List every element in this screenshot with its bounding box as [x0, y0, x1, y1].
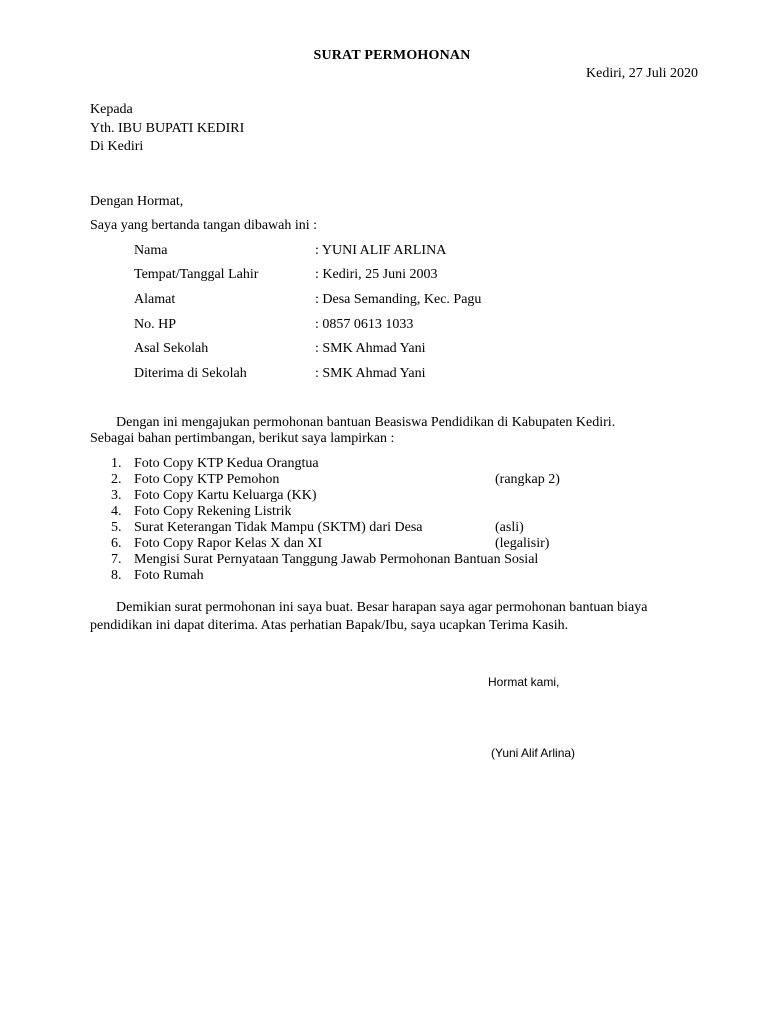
recipient-line-3: Di Kediri: [90, 139, 144, 154]
body-line-1: Dengan ini mengajukan permohonan bantuan Beasiswa Pendidikan di Kabupaten Kediri.: [116, 415, 616, 430]
identity-label-address: Alamat: [134, 292, 176, 307]
closing-line-1: Demikian surat permohonan ini saya buat. Besar harapan saya agar permohonan bantuan biaya: [116, 600, 648, 615]
list-item-number: 8.: [111, 568, 122, 583]
salutation: Dengan Hormat,: [90, 194, 184, 209]
identity-value-school: : SMK Ahmad Yani: [315, 341, 426, 356]
identity-value-birth: : Kediri, 25 Juni 2003: [315, 267, 438, 282]
identity-label-name: Nama: [134, 243, 168, 258]
list-item-text: Foto Copy KTP Pemohon: [134, 472, 280, 487]
list-item-text: Foto Copy KTP Kedua Orangtua: [134, 456, 319, 471]
identity-value-phone: : 0857 0613 1033: [315, 317, 414, 332]
list-item-note: (asli): [495, 520, 524, 535]
list-item-number: 1.: [111, 456, 122, 471]
identity-value-address: : Desa Semanding, Kec. Pagu: [315, 292, 482, 307]
recipient-line-2: Yth. IBU BUPATI KEDIRI: [90, 121, 245, 136]
list-item-number: 4.: [111, 504, 122, 519]
body-line-2: Sebagai bahan pertimbangan, berikut saya lampirkan :: [90, 431, 395, 446]
recipient-line-1: Kepada: [90, 102, 133, 117]
list-item-number: 7.: [111, 552, 122, 567]
list-item-note: (rangkap 2): [495, 472, 560, 487]
letter-title: SURAT PERMOHONAN: [313, 48, 471, 63]
place-date: Kediri, 27 Juli 2020: [586, 66, 698, 81]
closing-line-2: pendidikan ini dapat diterima. Atas perhatian Bapak/Ibu, saya ucapkan Terima Kasih.: [90, 618, 569, 633]
list-item-number: 6.: [111, 536, 122, 551]
list-item-text: Foto Copy Rapor Kelas X dan XI: [134, 536, 323, 551]
list-item-text: Foto Copy Kartu Keluarga (KK): [134, 488, 317, 503]
identity-value-accepted-school: : SMK Ahmad Yani: [315, 366, 426, 381]
identity-label-birth: Tempat/Tanggal Lahir: [134, 267, 259, 282]
list-item-text: Mengisi Surat Pernyataan Tanggung Jawab Permohonan Bantuan Sosial: [134, 552, 539, 567]
sign-name: (Yuni Alif Arlina): [491, 746, 576, 760]
list-item-number: 5.: [111, 520, 122, 535]
identity-label-accepted-school: Diterima di Sekolah: [134, 366, 247, 381]
identity-label-phone: No. HP: [134, 317, 177, 332]
intro-text: Saya yang bertanda tangan dibawah ini :: [90, 218, 318, 233]
list-item-text: Foto Copy Rekening Listrik: [134, 504, 292, 519]
list-item-number: 3.: [111, 488, 122, 503]
sign-greeting: Hormat kami,: [488, 675, 560, 689]
list-item-text: Foto Rumah: [134, 568, 204, 583]
list-item-text: Surat Keterangan Tidak Mampu (SKTM) dari Desa: [134, 520, 423, 535]
list-item-note: (legalisir): [495, 536, 550, 551]
identity-value-name: : YUNI ALIF ARLINA: [315, 243, 447, 258]
identity-label-school: Asal Sekolah: [134, 341, 209, 356]
list-item-number: 2.: [111, 472, 122, 487]
